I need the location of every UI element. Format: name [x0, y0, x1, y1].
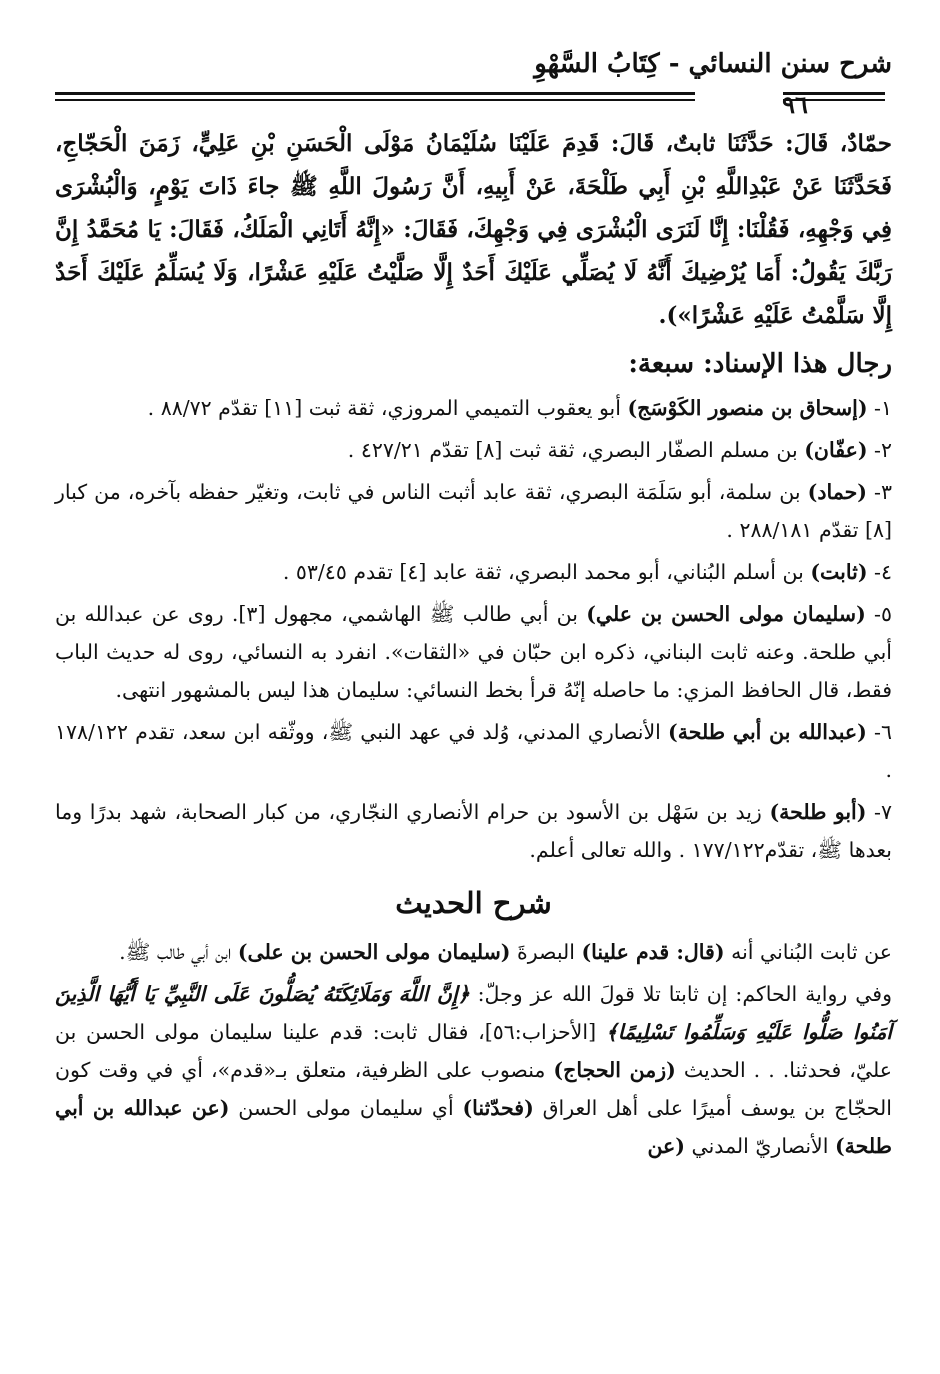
entry-number: ٤- [867, 560, 892, 584]
commentary-text: البصرةَ [510, 940, 582, 964]
commentary-text: [الأحزاب:٥٦]، فقال ثابت: قدم علينا سليمان مولى الحسن بن عليّ، فحدثنا. . . الحديث [55, 1020, 892, 1082]
narrator-name: (ثابت) [810, 560, 868, 584]
narrator-name: (عبدالله بن أبي طلحة) [668, 720, 867, 744]
narrator-entry [55, 553, 892, 591]
narrator-details: أبو يعقوب التميمي المروزي، ثقة ثبت [١١] تقدّم ٨٨/٧٢ . [147, 396, 628, 420]
narrator-entry [55, 431, 892, 469]
entry-number: ٣- [866, 480, 892, 504]
quoted-phrase: (قال: قدم علينا) [581, 940, 725, 964]
commentary-text: عن ثابت البُناني أنه [724, 940, 892, 964]
narrator-name: (حماد) [807, 480, 867, 504]
hadith-text: حمّادٌ، قَالَ: حَدَّثَنَا ثابتٌ، قَالَ: قَدِمَ عَلَيْنَا سُلَيْمَانُ مَوْلَى الْحَسَنِ بْنِ عَلِيٍّ، زَمَنَ الْحَجّاجِ، فَحَدَّثَنَا عَنْ عَبْدِاللَّهِ بْنِ أَبِي طَلْحَةَ، عَنْ أَبِيهِ، أَنَّ رَسُولَ اللَّهِ ﷺ جاءَ ذَاتَ يَوْمٍ، وَالْبُشْرَى فِي وَجْهِهِ، فَقُلْنَا: إِنَّا لَنَرَى الْبُشْرَى فِي وَجْهِكَ، فَقَالَ: «إِنَّهُ أَتَانِي الْمَلَكُ، فَقَالَ: يَا مُحَمَّدُ إِنَّ رَبَّكَ يَقُولُ: أَمَا يُرْضِيكَ أَنَّهُ لَا يُصَلِّي عَلَيْكَ أَحَدٌ إِلَّا صَلَّيْتُ عَلَيْهِ عَشْرًا، وَلَا يُسَلِّمُ عَلَيْكَ أَحَدٌ إِلَّا سَلَّمْتُ عَلَيْهِ عَشْرًا»). [55, 130, 892, 329]
quoted-phrase: (زمن الحجاج) [553, 1058, 676, 1082]
narrator-details: بن أسلم البُناني، أبو محمد البصري، ثقة عابد [٤] تقدم ٥٣/٤٥ . [282, 560, 811, 584]
narrator-details: بن أبي طالب ﷺ الهاشمي، مجهول [٣]. روى عن عبدالله بن أبي طلحة. وعنه ثابت البناني، ذكره ابن حبّان في «الثقات». انفرد به النسائي، روى له حديث الباب فقط، قال الحافظ المزي: ما حاصله إنّهُ قرأ بخط النسائي: سليمان هذا ليس بالمشهور انتهى. [55, 602, 892, 702]
narrator-entry [55, 713, 892, 789]
narrator-name: (عفّان) [804, 438, 868, 462]
commentary-text: وفي رواية الحاكم: إن ثابتا تلا قولَ الله عز وجلّ: [469, 982, 892, 1006]
narrator-entry [55, 595, 892, 709]
commentary-text: أي سليمان مولى الحسن [229, 1096, 463, 1120]
commentary-text: الأنصاريّ المدني [685, 1134, 835, 1158]
page-number: ٩٦ [782, 90, 808, 119]
quoted-phrase: (فحدّثنا) [462, 1096, 534, 1120]
narrator-name: (إسحاق بن منصور الكَوْسَج) [627, 396, 868, 420]
commentary-paragraph [55, 975, 892, 1165]
narrator-entry [55, 473, 892, 549]
quran-verse: ﴿إِنَّ اللَّهَ وَمَلَائِكَتَهُ يُصَلُّونَ عَلَى النَّبِيِّ يَا أَيُّهَا الَّذِينَ آمَنُوا صَلُّوا عَلَيْهِ وَسَلِّمُوا تَسْلِيمًا﴾ [55, 982, 892, 1044]
commentary-text: ابن أبي طالب ﷺ. [119, 940, 238, 964]
entry-number: ٧- [866, 800, 893, 824]
quoted-phrase: (سليمان مولى الحسن بن على) [237, 940, 511, 964]
narrator-details: بن سلمة، أبو سَلَمَة البصري، ثقة عابد أثبت الناس في ثابت، وتغيّر حفظه بآخره، من كبار [٨] تقدّم ٢٨٨/١٨١ . [55, 480, 892, 542]
entry-number: ٦- [866, 720, 892, 744]
commentary-text: منصوب على الظرفية، متعلق بـ«قدم»، أي في وقت كون الحجّاج بن يوسف أميرًا على أهل العراق [55, 1058, 892, 1120]
quoted-phrase: (عن عبدالله بن أبي طلحة) [55, 1096, 892, 1158]
narrator-details: بن مسلم الصفّار البصري، ثقة ثبت [٨] تقدّم ٤٢٧/٢١ . [347, 438, 805, 462]
header-rule-line [55, 92, 695, 95]
narrator-details: زيد بن سَهْل بن الأسود بن حرام الأنصاري النجّاري، من كبار الصحابة، شهد بدرًا وما بعدها ﷺ، تقدّم١٧٧/١٢٢ . والله تعالى أعلم. [55, 800, 892, 862]
narrator-name: (أبو طلحة) [769, 800, 867, 824]
quoted-phrase: (عن [647, 1134, 685, 1158]
entry-number: ١- [867, 396, 892, 420]
commentary-paragraph [55, 933, 892, 971]
page-body [55, 122, 892, 1169]
narrator-entry [55, 793, 892, 869]
header-rule-line [55, 99, 695, 101]
commentary-heading: شرح الحديث [395, 886, 552, 920]
running-title: شرح سنن النسائي - كِتَابُ السَّهْوِ [534, 49, 892, 79]
narrator-details: الأنصاري المدني، وُلد في عهد النبي ﷺ، ووثّقه ابن سعد، تقدم ١٧٨/١٢٢ . [55, 720, 892, 782]
entry-number: ٢- [867, 438, 892, 462]
narrator-entry [55, 389, 892, 427]
narrator-name: (سليمان مولى الحسن بن علي) [586, 602, 866, 626]
entry-number: ٥- [865, 602, 892, 626]
narrators-heading: رجال هذا الإسناد: سبعة: [628, 349, 892, 379]
